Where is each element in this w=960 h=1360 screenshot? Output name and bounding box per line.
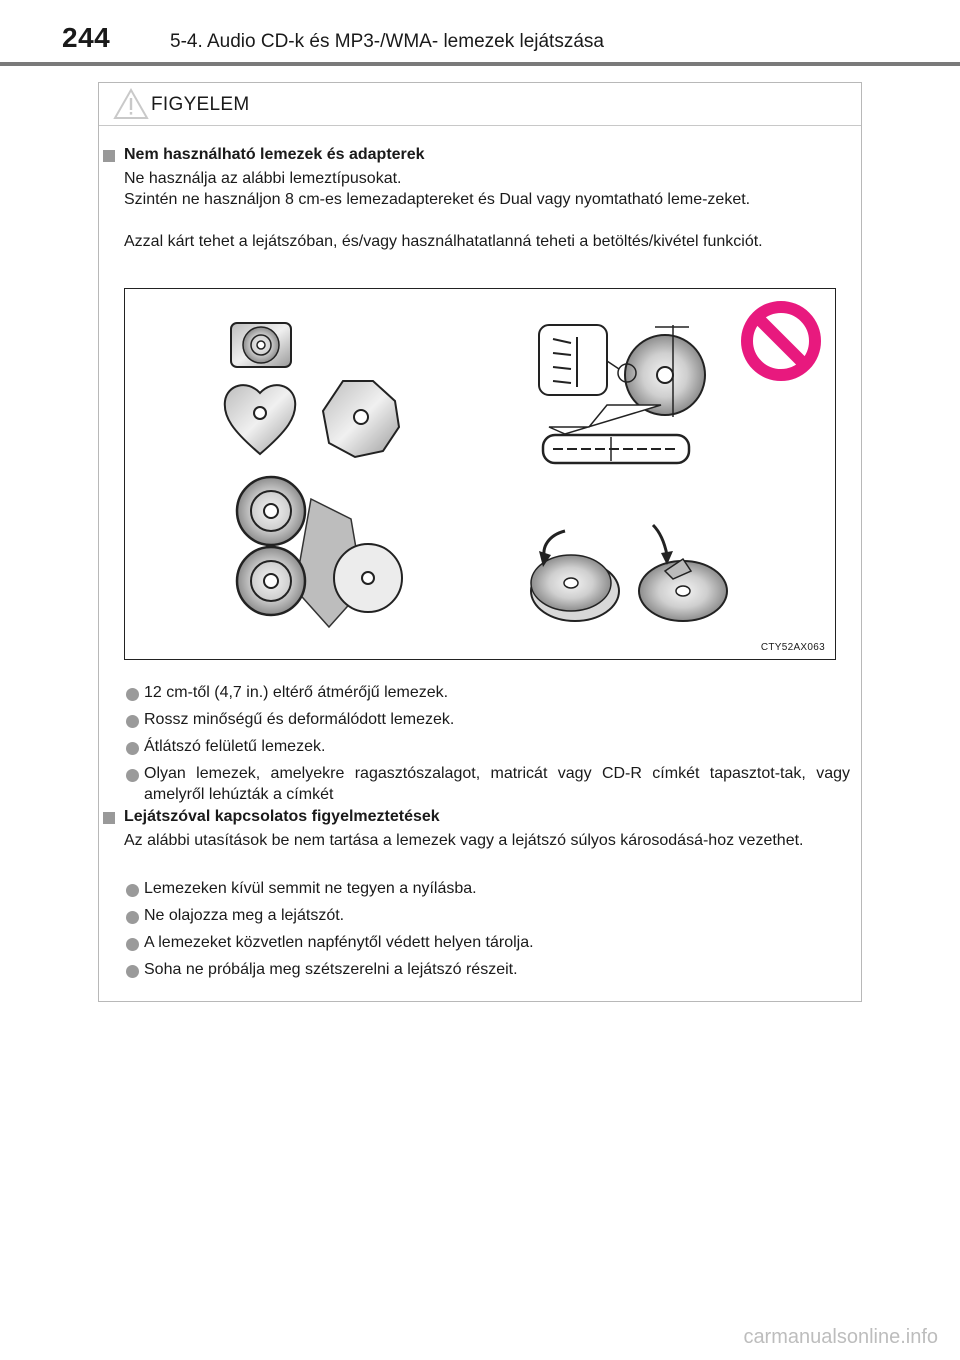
chapter-title: 5-4. Audio CD-k és MP3-/WMA- lemezek lejátszása (170, 31, 604, 52)
list-item: Átlátszó felületű lemezek. (144, 738, 326, 755)
unusable-discs-illustration (124, 288, 836, 660)
list-item: 12 cm-től (4,7 in.) eltérő átmérőjű lemezek. (144, 684, 449, 701)
list-item: Rossz minőségű és deformálódott lemezek. (144, 711, 455, 728)
octagon-disc (323, 381, 399, 457)
bullet-icon (126, 911, 139, 924)
page-header (0, 0, 960, 70)
list-item: Lemezeken kívül semmit ne tegyen a nyílásba. (144, 880, 477, 897)
warning-triangle-icon (113, 88, 149, 120)
bullet-icon (126, 688, 139, 701)
section-heading-player-warnings: Lejátszóval kapcsolatos figyelmeztetések (124, 808, 440, 825)
body-paragraph: Szintén ne használjon 8 cm-es lemezadaptereket és Dual vagy nyomtatható leme-zeket. (124, 191, 751, 208)
figure-code: CTY52AX063 (760, 642, 825, 653)
bullet-icon (126, 769, 139, 782)
illustration-svg (125, 289, 835, 659)
warning-header (99, 83, 861, 126)
bullet-icon (126, 884, 139, 897)
list-item: A lemezeket közvetlen napfénytől védett helyen tárolja. (144, 934, 534, 951)
heart-disc (225, 385, 295, 454)
page-number: 244 (62, 22, 111, 53)
bullet-icon (126, 742, 139, 755)
watermark: carmanualsonline.info (743, 1326, 938, 1348)
bullet-icon (126, 965, 139, 978)
body-paragraph: Az alábbi utasítások be nem tartása a lemezek vagy a lejátszó súlyos károsodásá-hoz vezethet. (124, 832, 804, 849)
body-paragraph: Azzal kárt tehet a lejátszóban, és/vagy használhatatlanná teheti a betöltés/kivétel funkciót. (124, 233, 763, 250)
header-divider (0, 62, 960, 66)
square-disc (231, 323, 291, 367)
warning-title: FIGYELEM (151, 94, 250, 115)
section-marker-icon (103, 812, 115, 824)
adapter-discs (237, 477, 402, 627)
label-discs (531, 525, 727, 621)
list-item: Soha ne próbálja meg szétszerelni a lejátszó részeit. (144, 961, 518, 978)
prohibited-icon (747, 307, 815, 375)
section-marker-icon (103, 150, 115, 162)
bullet-icon (126, 715, 139, 728)
list-item: Ne olajozza meg a lejátszót. (144, 907, 345, 924)
body-line: Ne használja az alábbi lemeztípusokat. (124, 170, 402, 187)
list-item: Olyan lemezek, amelyekre ragasztószalagot, matricát vagy CD-R címkét tapasztot-tak, vagy amelyről lehúzták a címkét (144, 765, 850, 803)
disc-edge-detail (539, 325, 705, 463)
section-heading-unusable-discs: Nem használható lemezek és adapterek (124, 146, 425, 163)
bullet-icon (126, 938, 139, 951)
